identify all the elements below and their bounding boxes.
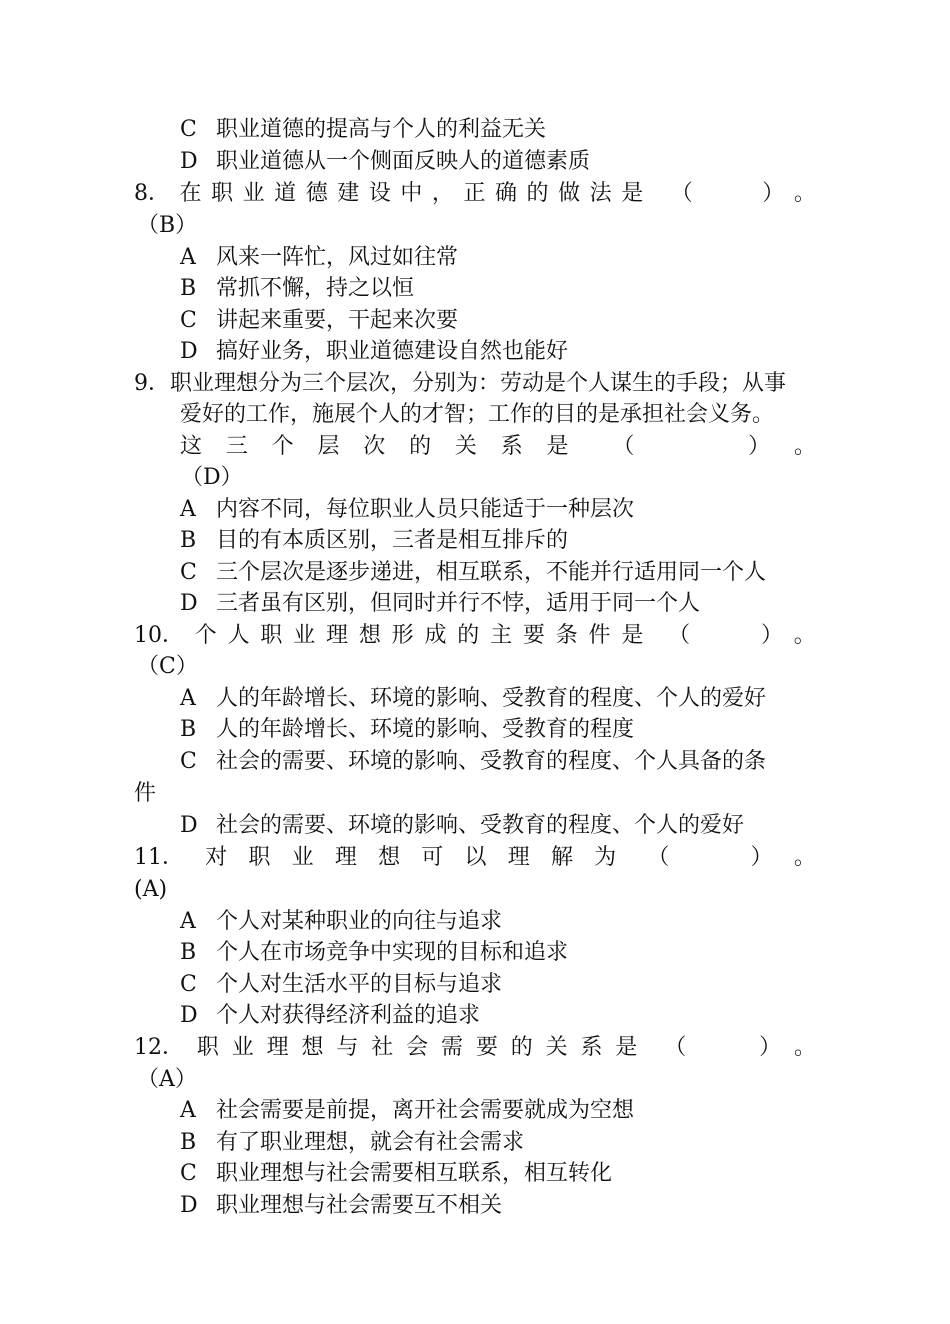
q11-option-c [180,969,840,1001]
option-text: 讲起来重要，干起来次要 [216,308,459,333]
option-text: 职业道德从一个侧面反映人的道德素质 [216,149,591,174]
stem-char: 正 [463,181,486,206]
stem-char: 是 [615,1035,638,1060]
stem-char: 设 [368,181,391,206]
stem-char: （ [668,623,691,648]
stem-char: 业 [291,845,314,870]
stem-char: 解 [550,845,573,870]
stem-char: 关 [454,434,477,459]
stem-char: 理 [334,845,357,870]
stem-char: 职 [211,181,234,206]
option-letter: D [180,149,198,174]
option-letter: C [180,117,197,142]
option-letter: D [180,591,198,616]
q11-option-a [180,906,840,938]
option-letter: D [180,339,198,364]
stem-char: 是 [621,181,644,206]
stem-char: 理 [326,623,349,648]
option-text: 人的年龄增长、环境的影响、受教育的程度 [216,717,635,742]
stem-char: 条 [555,623,578,648]
option-text: 社会需要是前提，离开社会需要就成为空想 [216,1098,635,1123]
q8-option-a [180,242,840,274]
option-letter: A [180,245,196,270]
stem-char: 12． [134,1035,184,1060]
option-text: 个人在市场竞争中实现的目标和追求 [216,940,569,965]
option-text: 内容不同，每位职业人员只能适于一种层次 [216,497,635,522]
stem-char: 法 [589,181,612,206]
q10-option-b [180,714,840,746]
stem-char: （ [647,845,670,870]
stem-char: 需 [440,1035,463,1060]
stem-char: 关 [545,1035,568,1060]
option-letter: B [180,717,197,742]
stem-char: 业 [242,181,265,206]
option-text: 风来一阵忙，风过如往常 [216,245,459,270]
stem-char: 的 [510,1035,533,1060]
stem-char: 的 [409,434,432,459]
stem-char: 。 [793,845,816,870]
option-text: 搞好业务，职业道德建设自然也能好 [216,339,569,364]
stem-char: 个 [271,434,294,459]
stem-char: ） [759,1035,782,1060]
option-text: 三个层次是逐步递进，相互联系，不能并行适用同一个人 [216,560,767,585]
stem-char: 与 [336,1035,359,1060]
q8-option-c [180,305,840,337]
q8-stem [134,178,816,210]
stem-char: 系 [500,434,523,459]
stem-char: 主 [490,623,513,648]
q12-stem [134,1032,816,1064]
stem-char: 人 [227,623,250,648]
q12-option-b [180,1127,840,1159]
stem-char: 道 [274,181,297,206]
stem-char: 德 [305,181,328,206]
option-text: 社会的需要、环境的影响、受教育的程度、个人具备的条 [216,749,767,774]
stem-char: 中 [400,181,423,206]
stem-char: 理 [266,1035,289,1060]
q11-option-b [180,937,840,969]
q10-stem [134,620,816,652]
q10-answer: （C） [137,654,198,679]
stem-char: 会 [406,1035,429,1060]
stem-char: 成 [424,623,447,648]
stem-char: 在 [179,181,202,206]
option-text: 常抓不懈，持之以恒 [216,276,415,301]
stem-char: 做 [558,181,581,206]
q8-answer: （B） [137,213,198,238]
stem-char: 职 [260,623,283,648]
q9-option-c [180,557,840,589]
option-text: 职业理想与社会需要互不相关 [216,1193,503,1218]
stem-char: （ [670,181,693,206]
stem-char: 件 [588,623,611,648]
option-letter: A [180,497,196,522]
option-letter: A [180,686,196,711]
stem-char: 对 [205,845,228,870]
stem-char: 是 [546,434,569,459]
stem-char: 层 [317,434,340,459]
stem-char: 次 [363,434,386,459]
option-letter: D [180,1003,198,1028]
stem-char: 想 [358,623,381,648]
option-letter: C [180,749,197,774]
stem-char: 形 [391,623,414,648]
option-text: 个人对获得经济利益的追求 [216,1003,481,1028]
q12-option-c [180,1158,840,1190]
stem-char: 为 [594,845,617,870]
q11-answer: (A) [134,877,168,902]
stem-char: （ [612,434,635,459]
stem-char: 要 [522,623,545,648]
option-letter: B [180,1130,197,1155]
stem-char: 。 [793,1035,816,1060]
stem-char: 以 [464,845,487,870]
option-text: 社会的需要、环境的影响、受教育的程度、个人的爱好 [216,813,745,838]
q11-stem [134,842,816,874]
q10-option-c [180,746,860,778]
option-letter: D [180,1193,198,1218]
option-text: 有了职业理想，就会有社会需求 [216,1130,525,1155]
stem-char: ） [760,623,783,648]
stem-char: 职 [196,1035,219,1060]
stem-char: ） [762,181,785,206]
stem-char: 可 [421,845,444,870]
q9-stem-line2: 爱好的工作，施展个人的才智；工作的目的是承担社会义务。 [180,402,775,427]
stem-char: 这 [180,434,203,459]
q9-stem-line1: 9．职业理想分为三个层次，分别为：劳动是个人谋生的手段；从事 [134,371,786,396]
stem-char: 想 [378,845,401,870]
q8-option-b [180,273,840,305]
q10-option-a [180,683,860,715]
stem-char: 业 [293,623,316,648]
q9-option-d [180,588,840,620]
stem-char: 的 [526,181,549,206]
q10-option-d [180,810,840,842]
stem-char: ， [431,181,454,206]
option-letter: B [180,276,197,301]
q7-option-d [180,146,840,178]
stem-char: 系 [580,1035,603,1060]
q9-option-b [180,525,840,557]
q12-option-d [180,1190,840,1222]
stem-char: 要 [475,1035,498,1060]
option-letter: C [180,1161,197,1186]
option-text: 职业道德的提高与个人的利益无关 [216,117,547,142]
q8-option-d [180,336,840,368]
stem-char: 是 [621,623,644,648]
option-text: 三者虽有区别，但同时并行不悖，适用于同一个人 [216,591,701,616]
stem-char: 业 [231,1035,254,1060]
stem-char: 想 [301,1035,324,1060]
q12-option-a [180,1095,840,1127]
option-letter: A [180,909,196,934]
q10-option-c-wrap: 件 [134,781,157,806]
stem-char: 的 [457,623,480,648]
option-letter: C [180,972,197,997]
option-letter: B [180,940,197,965]
stem-char: 8． [134,181,170,206]
q12-answer: （A） [137,1067,197,1092]
option-text: 人的年龄增长、环境的影响、受教育的程度、个人的爱好 [216,686,767,711]
option-letter: C [180,308,197,333]
q9-option-a [180,494,840,526]
option-text: 职业理想与社会需要相互联系，相互转化 [216,1161,613,1186]
option-text: 个人对某种职业的向往与追求 [216,909,503,934]
stem-char: 建 [337,181,360,206]
option-text: 个人对生活水平的目标与追求 [216,972,503,997]
option-text: 目的有本质区别，三者是相互排斥的 [216,528,569,553]
option-letter: C [180,560,197,585]
stem-char: 。 [793,623,816,648]
stem-char: 职 [248,845,271,870]
q7-option-c [180,114,840,146]
q9-answer: （D） [181,465,243,490]
option-letter: A [180,1098,196,1123]
stem-char: 确 [495,181,518,206]
q9-stem-line3 [180,431,816,463]
option-letter: B [180,528,197,553]
q11-option-d [180,1000,840,1032]
stem-char: ） [750,845,773,870]
stem-char: 。 [793,434,816,459]
stem-char: （ [664,1035,687,1060]
stem-char: 社 [371,1035,394,1060]
stem-char: 10． [134,623,184,648]
option-letter: D [180,813,198,838]
stem-char: 三 [225,434,248,459]
stem-char: ） [748,434,771,459]
stem-char: 11． [134,845,184,870]
stem-char: 理 [507,845,530,870]
stem-char: 个 [194,623,217,648]
stem-char: 。 [793,181,816,206]
